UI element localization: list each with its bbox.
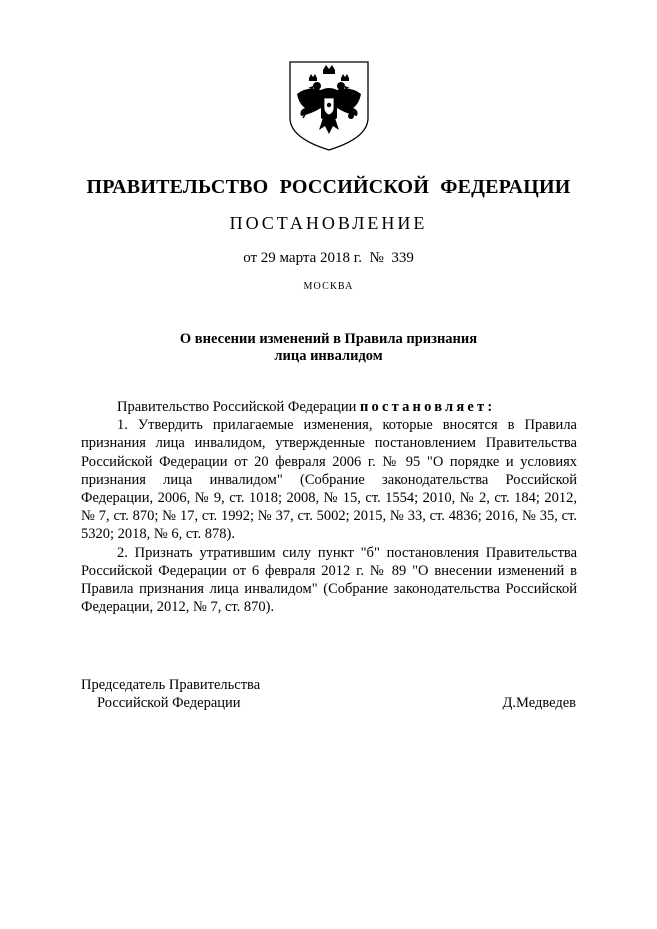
signatory-name: Д.Медведев: [502, 695, 576, 711]
document-date-number: от 29 марта 2018 г. № 339: [243, 250, 414, 266]
double-headed-eagle-coat-of-arms-icon: [287, 60, 371, 152]
item-1-paragraph: 1. Утвердить прилагаемые изменения, которые вносятся в Правила признания лица инвалидом, утвержденные постановлением Правительства Российской Федерации от 20 февраля 2006 г. № 95 "О порядке и условиях признания лица инвалидом" (Собрание законодательства Российской Федерации, 2006, № 9, ст. 1018; 2008, № 15, ст. 1554; 2010, № 2, ст. 184; 2012, № 7, ст. 870; № 17, ст. 1992; № 37, ст. 5002; 2015, № 33, ст. 4836; 2016, № 35, ст. 5320; 2018, № 6, ст. 878).: [81, 417, 577, 543]
subject-line-2: лица инвалидом: [274, 348, 383, 364]
intro-paragraph: [81, 398, 577, 416]
document-city: МОСКВА: [303, 281, 354, 292]
document-body: [81, 398, 577, 616]
signatory-position: [81, 676, 260, 712]
intro-resolves: постановляет:: [359, 399, 496, 415]
item-2-paragraph: 2. Признать утратившим силу пункт "б" постановления Правительства Российской Федерации от 6 февраля 2012 г. № 89 "О внесении изменений в Правила признания лица инвалидом" (Собрание законодательства Российской Федерации, 2012, № 7, ст. 870).: [81, 544, 577, 616]
document-type: ПОСТАНОВЛЕНИЕ: [229, 213, 428, 233]
position-line-1: Председатель Правительства: [81, 677, 261, 693]
document-subject: [0, 331, 657, 365]
subject-line-1: О внесении изменений в Правила признания: [179, 331, 478, 347]
intro-prefix: Правительство Российской Федерации: [117, 399, 360, 415]
organization-title: ПРАВИТЕЛЬСТВО РОССИЙСКОЙ ФЕДЕРАЦИИ: [86, 176, 571, 198]
position-line-2: Российской Федерации: [97, 695, 241, 712]
